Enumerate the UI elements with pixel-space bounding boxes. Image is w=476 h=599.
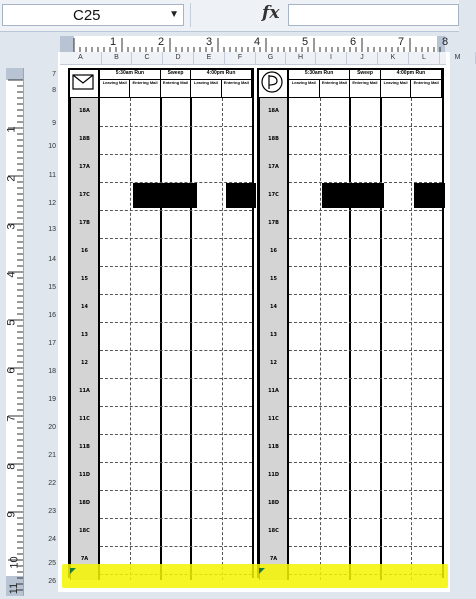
schedule-cell[interactable] bbox=[412, 211, 441, 237]
ruler-number: 5 bbox=[5, 319, 18, 326]
schedule-cell[interactable] bbox=[223, 267, 251, 293]
schedule-cell[interactable] bbox=[192, 155, 220, 181]
dropdown-arrow-icon[interactable]: ▼ bbox=[169, 9, 179, 20]
schedule-cell[interactable] bbox=[192, 351, 220, 377]
ruler-number: 3 bbox=[5, 223, 18, 230]
schedule-cell[interactable] bbox=[101, 379, 129, 405]
schedule-cell[interactable] bbox=[412, 323, 441, 349]
schedule-cell[interactable] bbox=[382, 99, 411, 125]
schedule-cell[interactable] bbox=[351, 519, 380, 545]
schedule-cell[interactable] bbox=[290, 239, 319, 265]
row-label: 11D bbox=[267, 472, 280, 478]
schedule-cell[interactable] bbox=[290, 463, 319, 489]
column-subheader-label: Entering Mail bbox=[352, 80, 378, 85]
schedule-cell[interactable] bbox=[223, 99, 251, 125]
row-header[interactable]: 22 bbox=[48, 480, 56, 487]
column-header-j[interactable]: J bbox=[347, 52, 378, 64]
schedule-cell[interactable] bbox=[321, 463, 350, 489]
schedule-cell[interactable] bbox=[382, 323, 411, 349]
schedule-cell[interactable] bbox=[382, 155, 411, 181]
schedule-cell[interactable] bbox=[321, 519, 350, 545]
row-label: 18C bbox=[79, 528, 90, 534]
column-group-header bbox=[350, 70, 381, 80]
row-header[interactable]: 15 bbox=[48, 284, 56, 291]
column-group-header bbox=[381, 70, 442, 80]
column-subheader bbox=[191, 80, 221, 98]
schedule-cell[interactable] bbox=[382, 435, 411, 461]
column-group-header bbox=[161, 70, 191, 80]
column-group-title: Sweep bbox=[357, 70, 373, 76]
column-subheader-label: Leaving Mail bbox=[193, 80, 218, 85]
schedule-cell[interactable] bbox=[223, 491, 251, 517]
formula-input[interactable] bbox=[288, 4, 459, 26]
column-header-c[interactable]: C bbox=[132, 52, 163, 64]
schedule-cell[interactable] bbox=[412, 351, 441, 377]
column-headers bbox=[60, 52, 461, 65]
row-header[interactable]: 21 bbox=[48, 452, 56, 459]
row-header[interactable]: 13 bbox=[48, 226, 56, 233]
schedule-cell[interactable] bbox=[223, 351, 251, 377]
row-label: 17B bbox=[268, 220, 279, 226]
row-label: 16 bbox=[81, 248, 88, 254]
ruler-number: 11 bbox=[8, 582, 21, 595]
row-header[interactable]: 7 bbox=[52, 71, 56, 78]
ruler-number: 10 bbox=[8, 556, 21, 569]
ruler-number: 8 bbox=[442, 36, 449, 48]
blocked-cell bbox=[322, 183, 384, 208]
row-header[interactable]: 20 bbox=[48, 424, 56, 431]
column-subheader-label: Leaving Mail bbox=[102, 80, 127, 85]
schedule-cell[interactable] bbox=[412, 463, 441, 489]
schedule-cell[interactable] bbox=[223, 155, 251, 181]
ruler-number: 2 bbox=[5, 175, 18, 182]
column-header-m[interactable]: M bbox=[440, 52, 476, 64]
schedule-cell[interactable] bbox=[382, 463, 411, 489]
envelope-icon bbox=[70, 70, 100, 98]
schedule-cell[interactable] bbox=[351, 99, 380, 125]
column-header-i[interactable]: I bbox=[316, 52, 347, 64]
schedule-cell[interactable] bbox=[131, 211, 159, 237]
schedule-cell[interactable] bbox=[290, 211, 319, 237]
schedule-cell[interactable] bbox=[351, 211, 380, 237]
schedule-cell[interactable] bbox=[162, 239, 190, 265]
row-label: 12 bbox=[270, 360, 277, 366]
column-header-k[interactable]: K bbox=[378, 52, 409, 64]
schedule-cell[interactable] bbox=[101, 491, 129, 517]
column-subheader-label: Entering Mail bbox=[162, 80, 189, 85]
row-header[interactable]: 12 bbox=[48, 200, 56, 207]
row-label: 17A bbox=[79, 164, 90, 170]
schedule-cell[interactable] bbox=[382, 491, 411, 517]
row-header[interactable]: 18 bbox=[48, 368, 56, 375]
horizontal-ruler[interactable] bbox=[60, 36, 449, 53]
row-header[interactable]: 26 bbox=[48, 578, 56, 585]
vertical-ruler[interactable] bbox=[6, 68, 24, 596]
column-group-header bbox=[191, 70, 252, 80]
schedule-cell[interactable] bbox=[351, 351, 380, 377]
column-subheader-label: Entering Mail bbox=[223, 80, 249, 85]
row-label: 18B bbox=[268, 136, 279, 142]
row-header[interactable]: 23 bbox=[48, 508, 56, 515]
schedule-cell[interactable] bbox=[321, 127, 350, 153]
blocked-cell bbox=[414, 183, 445, 208]
row-header[interactable]: 8 bbox=[52, 87, 56, 94]
schedule-cell[interactable] bbox=[192, 267, 220, 293]
row-header[interactable]: 10 bbox=[48, 143, 56, 150]
row-label: 12 bbox=[81, 360, 88, 366]
schedule-cell[interactable] bbox=[101, 295, 129, 321]
schedule-cell[interactable] bbox=[223, 519, 251, 545]
schedule-cell[interactable] bbox=[162, 379, 190, 405]
schedule-cell[interactable] bbox=[101, 127, 129, 153]
schedule-cell[interactable] bbox=[192, 407, 220, 433]
schedule-cell[interactable] bbox=[192, 491, 220, 517]
schedule-cell[interactable] bbox=[101, 211, 129, 237]
column-group-title: 5:30am Run bbox=[115, 70, 145, 76]
schedule-cell[interactable] bbox=[131, 127, 159, 153]
schedule-cell[interactable] bbox=[321, 435, 350, 461]
schedule-cell[interactable] bbox=[223, 435, 251, 461]
row-label: 7A bbox=[269, 556, 278, 562]
schedule-cell[interactable] bbox=[321, 491, 350, 517]
row-label: 17C bbox=[79, 192, 90, 198]
column-subheader bbox=[381, 80, 412, 98]
blocked-cell bbox=[226, 183, 256, 208]
ruler-number: 3 bbox=[206, 36, 213, 48]
schedule-cell[interactable] bbox=[131, 239, 159, 265]
column-subheader-label: Leaving Mail bbox=[383, 80, 408, 85]
schedule-cell[interactable] bbox=[321, 351, 350, 377]
schedule-cell[interactable] bbox=[131, 407, 159, 433]
row-header[interactable]: 19 bbox=[48, 396, 56, 403]
row-label: 11B bbox=[79, 444, 90, 450]
schedule-cell[interactable] bbox=[351, 379, 380, 405]
row-label: 17B bbox=[79, 220, 90, 226]
row-label: 11A bbox=[79, 388, 90, 394]
schedule-cell[interactable] bbox=[192, 519, 220, 545]
schedule-cell[interactable] bbox=[412, 295, 441, 321]
column-subheader bbox=[100, 80, 130, 98]
schedule-cell[interactable] bbox=[131, 435, 159, 461]
schedule-cell[interactable] bbox=[223, 239, 251, 265]
column-header-a[interactable]: A bbox=[60, 52, 102, 64]
row-label: 17A bbox=[268, 164, 279, 170]
row-label: 16 bbox=[270, 248, 277, 254]
schedule-cell[interactable] bbox=[412, 239, 441, 265]
schedule-cell[interactable] bbox=[131, 463, 159, 489]
schedule-cell[interactable] bbox=[290, 267, 319, 293]
ruler-number: 2 bbox=[158, 36, 165, 48]
schedule-grid bbox=[68, 68, 254, 578]
schedule-cell[interactable] bbox=[162, 127, 190, 153]
column-group-title: 4:00pm Run bbox=[396, 70, 426, 76]
schedule-cell[interactable] bbox=[321, 379, 350, 405]
column-subheader bbox=[320, 80, 351, 98]
schedule-cell[interactable] bbox=[162, 99, 190, 125]
schedule-cell[interactable] bbox=[162, 491, 190, 517]
row-label: 18D bbox=[267, 500, 280, 506]
blocked-cell bbox=[133, 183, 197, 208]
row-label: 11C bbox=[268, 416, 279, 422]
schedule-cell[interactable] bbox=[351, 407, 380, 433]
row-label-column bbox=[259, 98, 289, 580]
schedule-cell[interactable] bbox=[131, 351, 159, 377]
ruler-number: 4 bbox=[254, 36, 261, 48]
schedule-cell[interactable] bbox=[321, 295, 350, 321]
schedule-cell[interactable] bbox=[192, 295, 220, 321]
row-label: 15 bbox=[81, 276, 88, 282]
row-label: 18D bbox=[78, 500, 91, 506]
row-label: 18A bbox=[268, 108, 279, 114]
schedule-cell[interactable] bbox=[223, 211, 251, 237]
schedule-cell[interactable] bbox=[101, 351, 129, 377]
column-subheader bbox=[289, 80, 320, 98]
schedule-cell[interactable] bbox=[351, 155, 380, 181]
schedule-cell[interactable] bbox=[162, 323, 190, 349]
row-label: 11A bbox=[268, 388, 279, 394]
row-label: 18B bbox=[79, 136, 90, 142]
ruler-number: 9 bbox=[5, 511, 18, 518]
ruler-number: 1 bbox=[5, 126, 18, 133]
column-subheader bbox=[161, 80, 191, 98]
schedule-cell[interactable] bbox=[131, 99, 159, 125]
schedule-cell[interactable] bbox=[101, 267, 129, 293]
row-label: 15 bbox=[270, 276, 277, 282]
schedule-cell[interactable] bbox=[382, 351, 411, 377]
schedule-cell[interactable] bbox=[192, 435, 220, 461]
formula-bar bbox=[0, 0, 459, 32]
schedule-cell[interactable] bbox=[101, 183, 129, 209]
schedule-cell[interactable] bbox=[101, 155, 129, 181]
row-label: 14 bbox=[81, 304, 88, 310]
schedule-cell[interactable] bbox=[162, 267, 190, 293]
schedule-cell[interactable] bbox=[382, 267, 411, 293]
row-label: 17C bbox=[268, 192, 279, 198]
schedule-cell[interactable] bbox=[101, 407, 129, 433]
schedule-cell[interactable] bbox=[351, 239, 380, 265]
schedule-cell[interactable] bbox=[382, 379, 411, 405]
schedule-cell[interactable] bbox=[351, 435, 380, 461]
schedule-cell[interactable] bbox=[321, 267, 350, 293]
column-header-g[interactable]: G bbox=[256, 52, 286, 64]
schedule-cell[interactable] bbox=[412, 435, 441, 461]
schedule-cell[interactable] bbox=[290, 127, 319, 153]
schedule-cell[interactable] bbox=[290, 491, 319, 517]
schedule-cell[interactable] bbox=[382, 183, 411, 209]
schedule-cell[interactable] bbox=[321, 239, 350, 265]
ruler-ticks bbox=[60, 36, 445, 52]
schedule-cell[interactable] bbox=[101, 323, 129, 349]
row-header[interactable]: 14 bbox=[48, 256, 56, 263]
row-label: 11C bbox=[79, 416, 90, 422]
row-label: 14 bbox=[270, 304, 277, 310]
schedule-cell[interactable] bbox=[382, 407, 411, 433]
ruler-number: 7 bbox=[398, 36, 405, 48]
insert-function-icon[interactable]: fx bbox=[262, 3, 280, 23]
column-header-d[interactable]: D bbox=[163, 52, 194, 64]
schedule-cell[interactable] bbox=[223, 295, 251, 321]
row-header[interactable]: 24 bbox=[48, 536, 56, 543]
schedule-cell[interactable] bbox=[412, 491, 441, 517]
ruler-number: 5 bbox=[302, 36, 309, 48]
schedule-cell[interactable] bbox=[290, 435, 319, 461]
schedule-cell[interactable] bbox=[223, 463, 251, 489]
schedule-cell[interactable] bbox=[223, 407, 251, 433]
column-group-header bbox=[100, 70, 161, 80]
schedule-cell[interactable] bbox=[382, 211, 411, 237]
schedule-cell[interactable] bbox=[131, 155, 159, 181]
schedule-grid bbox=[257, 68, 444, 578]
row-header[interactable]: 16 bbox=[48, 312, 56, 319]
schedule-cell[interactable] bbox=[351, 267, 380, 293]
schedule-cell[interactable] bbox=[131, 323, 159, 349]
column-header-b[interactable]: B bbox=[102, 52, 132, 64]
schedule-cell[interactable] bbox=[290, 519, 319, 545]
schedule-cell[interactable] bbox=[351, 491, 380, 517]
schedule-cell[interactable] bbox=[192, 239, 220, 265]
schedule-cell[interactable] bbox=[101, 239, 129, 265]
column-subheader bbox=[130, 80, 160, 98]
ruler-number: 6 bbox=[5, 367, 18, 374]
schedule-cell[interactable] bbox=[131, 267, 159, 293]
schedule-cell[interactable] bbox=[412, 407, 441, 433]
column-group-title: 5:30am Run bbox=[304, 70, 334, 76]
schedule-cell[interactable] bbox=[162, 295, 190, 321]
schedule-cell[interactable] bbox=[101, 99, 129, 125]
schedule-cell[interactable] bbox=[101, 463, 129, 489]
schedule-cell[interactable] bbox=[412, 99, 441, 125]
schedule-cell[interactable] bbox=[382, 127, 411, 153]
ruler-number: 8 bbox=[5, 463, 18, 470]
schedule-cell[interactable] bbox=[192, 463, 220, 489]
column-subheader-label: Entering Mail bbox=[132, 80, 158, 85]
schedule-cell[interactable] bbox=[290, 155, 319, 181]
column-group-title: Sweep bbox=[167, 70, 184, 76]
column-subheader-label: Leaving Mail bbox=[291, 80, 316, 85]
row-header[interactable]: 11 bbox=[48, 172, 56, 179]
schedule-cell[interactable] bbox=[101, 519, 129, 545]
column-subheader bbox=[350, 80, 381, 98]
column-subheader bbox=[222, 80, 252, 98]
row-label: 18A bbox=[79, 108, 90, 114]
row-header[interactable]: 25 bbox=[48, 560, 56, 567]
schedule-cell[interactable] bbox=[223, 323, 251, 349]
row-label: 7A bbox=[80, 556, 89, 562]
highlight-marker bbox=[62, 564, 448, 588]
ruler-number: 1 bbox=[110, 36, 117, 48]
row-header[interactable]: 17 bbox=[48, 340, 56, 347]
schedule-cell[interactable] bbox=[321, 99, 350, 125]
ruler-number: 4 bbox=[5, 271, 18, 278]
schedule-cell[interactable] bbox=[131, 295, 159, 321]
schedule-cell[interactable] bbox=[290, 379, 319, 405]
name-box-value: C25 bbox=[73, 7, 101, 24]
schedule-cell[interactable] bbox=[412, 267, 441, 293]
schedule-cell[interactable] bbox=[162, 407, 190, 433]
schedule-cell[interactable] bbox=[290, 407, 319, 433]
schedule-cell[interactable] bbox=[290, 295, 319, 321]
schedule-cell[interactable] bbox=[290, 323, 319, 349]
schedule-cell[interactable] bbox=[192, 127, 220, 153]
schedule-cell[interactable] bbox=[290, 99, 319, 125]
schedule-cell[interactable] bbox=[192, 379, 220, 405]
column-group-header bbox=[289, 70, 350, 80]
schedule-cell[interactable] bbox=[382, 519, 411, 545]
column-header-h[interactable]: H bbox=[286, 52, 316, 64]
row-label: 11B bbox=[268, 444, 279, 450]
schedule-cell[interactable] bbox=[162, 435, 190, 461]
formula-bar-divider bbox=[190, 3, 205, 27]
schedule-cell[interactable] bbox=[412, 155, 441, 181]
schedule-cell[interactable] bbox=[192, 211, 220, 237]
schedule-cell[interactable] bbox=[162, 155, 190, 181]
schedule-cell[interactable] bbox=[351, 295, 380, 321]
schedule-cell[interactable] bbox=[321, 323, 350, 349]
schedule-cell[interactable] bbox=[162, 463, 190, 489]
column-subheader-label: Entering Mail bbox=[321, 80, 347, 85]
schedule-cell[interactable] bbox=[162, 211, 190, 237]
schedule-cell[interactable] bbox=[131, 491, 159, 517]
column-subheader bbox=[411, 80, 442, 98]
ruler-number: 6 bbox=[350, 36, 357, 48]
column-header-f[interactable]: F bbox=[225, 52, 256, 64]
schedule-cell[interactable] bbox=[412, 379, 441, 405]
row-header[interactable]: 9 bbox=[52, 120, 56, 127]
schedule-cell[interactable] bbox=[131, 519, 159, 545]
schedule-cell[interactable] bbox=[290, 183, 319, 209]
schedule-cell[interactable] bbox=[382, 295, 411, 321]
schedule-cell[interactable] bbox=[101, 435, 129, 461]
schedule-cell[interactable] bbox=[162, 519, 190, 545]
row-label: 13 bbox=[81, 332, 88, 338]
row-label: 11D bbox=[78, 472, 91, 478]
schedule-cell[interactable] bbox=[131, 379, 159, 405]
schedule-cell[interactable] bbox=[223, 127, 251, 153]
name-box[interactable] bbox=[2, 4, 184, 26]
schedule-cell[interactable] bbox=[192, 99, 220, 125]
schedule-cell[interactable] bbox=[192, 323, 220, 349]
row-label: 13 bbox=[270, 332, 277, 338]
mail-p-logo-icon bbox=[259, 70, 289, 98]
schedule-cell[interactable] bbox=[351, 323, 380, 349]
schedule-cell[interactable] bbox=[223, 379, 251, 405]
ruler-number: 7 bbox=[5, 415, 18, 422]
schedule-cell[interactable] bbox=[321, 211, 350, 237]
column-group-title: 4:00pm Run bbox=[206, 70, 236, 76]
schedule-cell[interactable] bbox=[321, 407, 350, 433]
schedule-cell[interactable] bbox=[321, 155, 350, 181]
schedule-cell[interactable] bbox=[412, 127, 441, 153]
schedule-cell[interactable] bbox=[351, 463, 380, 489]
schedule-cell[interactable] bbox=[351, 127, 380, 153]
column-header-l[interactable]: L bbox=[409, 52, 440, 64]
column-subheader-label: Entering Mail bbox=[413, 80, 439, 85]
row-label: 18C bbox=[268, 528, 279, 534]
column-header-e[interactable]: E bbox=[194, 52, 225, 64]
schedule-cell[interactable] bbox=[412, 519, 441, 545]
schedule-cell[interactable] bbox=[290, 351, 319, 377]
row-label-column bbox=[70, 98, 100, 580]
schedule-cell[interactable] bbox=[382, 239, 411, 265]
schedule-cell[interactable] bbox=[162, 351, 190, 377]
